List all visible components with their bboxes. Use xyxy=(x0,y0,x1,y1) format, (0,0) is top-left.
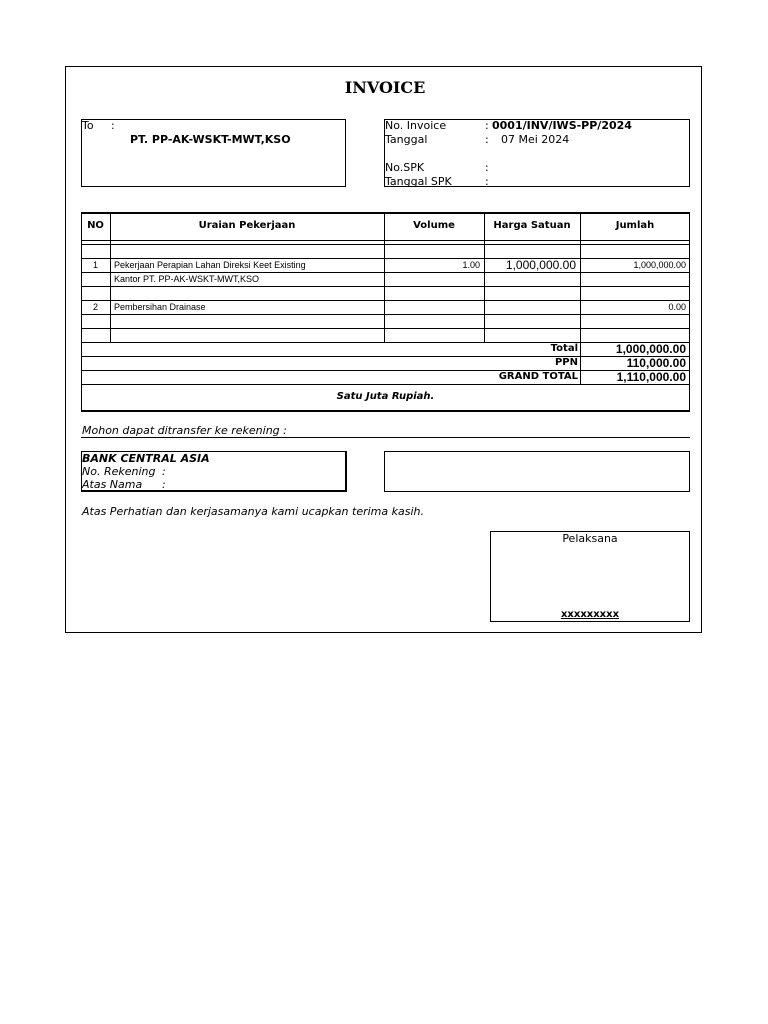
row-1-no: 1 xyxy=(92,260,98,270)
recipient-name: PT. PP-AK-WSKT-MWT,KSO xyxy=(130,133,291,146)
transfer-underline xyxy=(81,437,690,438)
row-divider xyxy=(81,314,690,315)
invoice-date-label: Tanggal xyxy=(385,133,428,146)
row-2-no: 2 xyxy=(92,302,98,312)
invoice-number-value: 0001/INV/IWS-PP/2024 xyxy=(492,119,632,132)
signature-name: xxxxxxxxx xyxy=(560,609,620,620)
grand-total-value: 1,110,000.00 xyxy=(616,370,686,384)
header-divider xyxy=(81,240,690,241)
row-1-desc: Pekerjaan Perapian Lahan Direksi Keet Existing xyxy=(114,260,306,270)
spk-number-colon: : xyxy=(485,161,489,174)
bank-account-label: No. Rekening xyxy=(82,465,156,478)
row-1-desc-continued: Kantor PT. PP-AK-WSKT-MWT,KSO xyxy=(114,274,260,284)
row-divider xyxy=(81,272,690,273)
header-uraian: Uraian Pekerjaan xyxy=(198,220,296,231)
row-divider xyxy=(81,384,690,385)
transfer-note: Mohon dapat ditransfer ke rekening : xyxy=(82,424,287,437)
header-volume: Volume xyxy=(413,220,455,231)
invoice-date-colon: : xyxy=(485,133,489,146)
bank-holder-colon: : xyxy=(162,478,166,491)
total-label: Total xyxy=(550,343,578,354)
row-divider xyxy=(81,258,690,259)
spk-date-colon: : xyxy=(485,175,489,188)
invoice-date-value: 07 Mei 2024 xyxy=(501,133,570,146)
row-divider xyxy=(81,286,690,287)
header-divider-double xyxy=(81,244,690,245)
header-no: NO xyxy=(87,220,104,231)
invoice-number-colon: : xyxy=(485,119,489,132)
ppn-label: PPN xyxy=(554,357,578,368)
row-divider xyxy=(81,328,690,329)
row-2-desc: Pembersihan Drainase xyxy=(114,302,206,312)
recipient-box xyxy=(81,119,346,187)
bank-name: BANK CENTRAL ASIA xyxy=(82,452,210,465)
row-1-harga: 1,000,000.00 xyxy=(505,258,576,272)
invoice-number-label: No. Invoice xyxy=(385,119,447,132)
invoice-title: INVOICE xyxy=(344,78,426,97)
grand-total-label: GRAND TOTAL xyxy=(498,371,578,382)
amount-in-words: Satu Juta Rupiah. xyxy=(336,391,435,402)
row-2-jumlah: 0.00 xyxy=(668,302,686,312)
ppn-value: 110,000.00 xyxy=(626,356,686,370)
empty-box xyxy=(384,451,690,492)
bank-account-colon: : xyxy=(162,465,166,478)
row-1-jumlah: 1,000,000.00 xyxy=(633,260,686,270)
thanks-note: Atas Perhatian dan kerjasamanya kami ucapkan terima kasih. xyxy=(82,505,424,518)
row-1-volume: 1.00 xyxy=(462,260,480,270)
bank-holder-label: Atas Nama xyxy=(82,478,143,491)
to-label: To xyxy=(82,119,94,132)
total-value: 1,000,000.00 xyxy=(615,342,686,356)
header-jumlah: Jumlah xyxy=(615,220,655,231)
to-colon: : xyxy=(111,119,115,132)
header-harga: Harga Satuan xyxy=(493,220,571,231)
spk-date-label: Tanggal SPK xyxy=(385,175,452,188)
row-divider xyxy=(81,300,690,301)
spk-number-label: No.SPK xyxy=(385,161,425,174)
signature-role: Pelaksana xyxy=(562,532,618,545)
